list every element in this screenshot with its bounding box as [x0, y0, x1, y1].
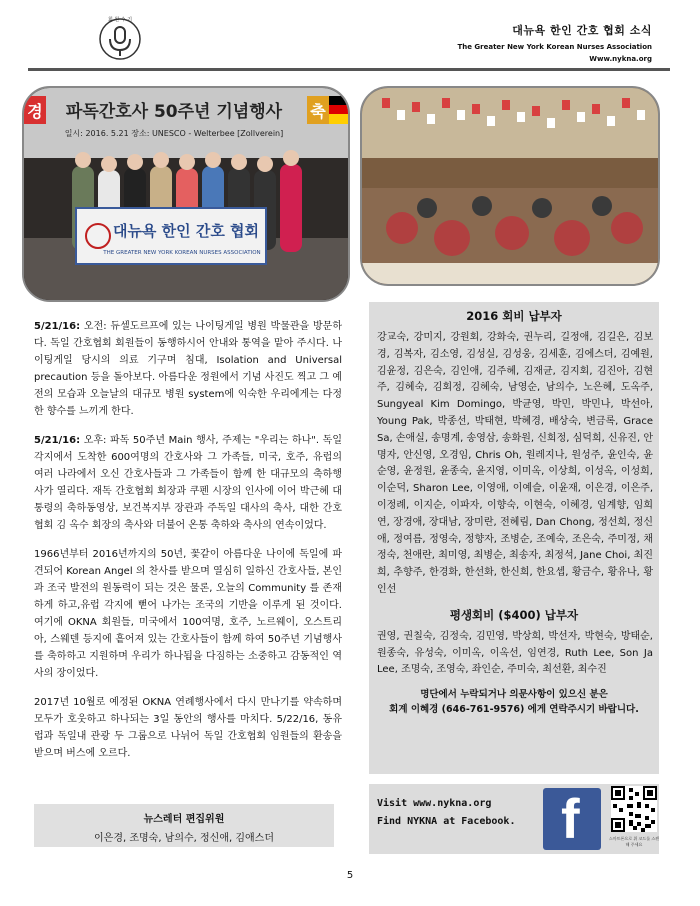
editors-names: 이은경, 조명숙, 남의수, 정신애, 김애스더	[94, 833, 274, 844]
qr-caption: 스마트폰으로 위 코드를 스캔해 주세요	[608, 836, 660, 847]
association-logo	[94, 12, 146, 64]
paragraph-afternoon	[34, 432, 342, 534]
paragraph-morning	[34, 318, 342, 420]
website-url[interactable]: Www.nykna.org	[589, 55, 652, 63]
editors-box	[34, 804, 334, 847]
facebook-link[interactable]: Find NYKNA at Facebook.	[377, 816, 516, 827]
paragraph-history: 1966년부터 2016년까지의 50년, 꽃같이 아름다운 나이에 독일에 파견되어 Korean Angel 의 찬사를 받으며 열심히 일하신 간호사들, 본인과 조국 발전의 원동력이 되는 것은 물론, 오늘의 Community 를 존재하게 하고,유럽 각지에 뻗어 나가는 조국의 기반을 이루게 된 것이다. 여기에 OKNA 회원들, 미국에서 100여명, 호주, 노르웨이, 오스트리아, 스웨덴 등지에 흩어져 있는 간호사들이 함께 하여 50주년 기념행사를 축하하고 지원하며 우리가 하나됨을 다짐하는 소중하고 감동적인 역사의 장이었다.	[34, 549, 342, 679]
event-report	[34, 318, 342, 774]
page-number: 5	[346, 870, 354, 881]
sign-subtitle: THE GREATER NEW YORK KOREAN NURSES ASSOCIATION	[103, 250, 261, 256]
date-label: 5/21/16:	[34, 321, 81, 332]
visit-website-link[interactable]: Visit www.nykna.org	[377, 798, 492, 809]
newsletter-title: 대뉴욕 한인 간호 협회 소식	[512, 24, 652, 37]
contact-note-2: 회계 이혜경 (646-761-9576) 에게 연락주시기 바랍니다.	[389, 704, 639, 716]
event-hall-photo	[360, 86, 660, 286]
dues-title: 2016 회비 납부자	[466, 309, 562, 323]
banner-subtitle: 일시: 2016. 5.21 장소: UNESCO - Welterbee [Zollverein]	[64, 129, 284, 138]
paragraph-closing: 2017년 10월로 예정된 OKNA 연례행사에서 다시 만나기를 약속하며 모두가 호웃하고 하나되는 3일 동안의 행사를 마치다. 5/22/16, 동유럽과 독일내 관광 두 그룹으로 나뉘어 독일 간호협회 임원들의 환송을 받으며 버스에 오르다.	[34, 697, 342, 759]
qr-code-icon	[611, 786, 657, 832]
dues-payers-box	[369, 302, 659, 774]
paragraph-text: 오전: 듀셀도르프에 있는 나이팅게일 병원 박물관을 방문하다. 독일 간호협회 회원들이 동행하시어 안내와 통역을 맡아 주시다. 나이팅게일 당시의 의료 기구며 침대, Isolation and Universal precaution 등을 돌아보다. 아름다운 정원에서 기념 사진도 찍고 그 예전의 모습과 오늘날의 대규모 병원 system에 익숙한 우리에게는 다정한 향수를 느끼게 한다.	[34, 321, 342, 417]
banner-title: 파독간호사 50주년 기념행사	[65, 102, 283, 122]
svg-text:회 원 수 기: 회 원 수 기	[107, 17, 133, 23]
lifetime-title: 평생회비 ($400) 납부자	[449, 607, 579, 622]
sign-title: 대뉴욕 한인 간호 협회	[112, 222, 260, 240]
lifetime-names: 권영, 권칠숙, 김정숙, 김민영, 박상희, 박선자, 박현숙, 방태순, 원종숙, 유성숙, 이미옥, 이옥선, 임연경, Ruth Lee, Son Ja Lee, 조명숙, 조영숙, 좌인순, 주미숙, 최선환, 최수진	[377, 630, 653, 676]
organization-name: The Greater New York Korean Nurses Association	[457, 43, 652, 51]
contact-note-1: 명단에서 누락되거나 의문사항이 있으신 분은	[420, 689, 608, 701]
banner-right-char: 축	[310, 102, 326, 121]
facebook-icon[interactable]	[543, 788, 601, 850]
paragraph-text: 오후: 파독 50주년 Main 행사, 주제는 "우리는 하나". 독일 각지에서 도착한 600여명의 간호사와 그 가족들, 미국, 호주, 유럽의 여러 나라에서 오신 간호사들과 그 가족들이 함께 한 대규모의 축하행사가 열리다. 재독 간호협회 회장과 쿠펜 시장의 인사에 이어 박근혜 대통령의 축하동영상, 보건복지부 장관과 주독일 대사의 축사, 대한 간호협회 김 옥수 회장의 축사와 더불어 온통 축하와 축사의 연속이었다.	[34, 435, 342, 531]
facebook-letter: f	[561, 787, 580, 850]
dues-names: 강교숙, 강미지, 강원회, 강화숙, 권누리, 길정애, 김길은, 김보경, 김복자, 김소영, 김성실, 김성웅, 김세훈, 김에스더, 김예원, 김윤정, 김은숙, 김인애, 김주혜, 김재균, 김지회, 김진아, 김현주, 김혜숙, 김회정, 김혜숙, 남영순, 남의수, 노은혜, 도옥주, Sungyeal Kim Domingo, 박균영, 박민, 박민나, 박선아, Young Pak, 박종선, 박태현, 박혜경, 배상숙, 변금록, Grace Sa, 손애실, 송명계, 송영삼, 송화원, 신희정, 심덕희, 신유진, 안명자, 안신영, 오경임, Chris Oh, 원레지나, 원성주, 윤인숙, 윤순영, 윤정원, 윤종숙, 윤지영, 이미옥, 이상희, 이성옥, 이성희, 이순덕, Sharon Lee, 이영애, 이예슬, 이윤재, 이은경, 이은주, 이정례, 이지순, 이파자, 이향숙, 이현숙, 이혜경, 임계향, 임희연, 장경애, 장대남, 장미란, 전혜림, Dan Chong, 정선희, 정신애, 정여름, 정영숙, 정향자, 조병순, 조예숙, 조은숙, 주미정, 채정숙, 천애란, 최미영, 최병순, 최송자, 최정석, Jane Choi, 최진희, 추향주, 한경화, 한선화, 한신희, 한요셉, 황금수, 황유나, 황인선	[377, 332, 653, 595]
group-photo	[22, 86, 350, 302]
editors-title: 뉴스레터 편집위원	[143, 814, 225, 825]
banner-left-char: 경	[27, 102, 43, 121]
header-divider	[28, 68, 670, 71]
date-label: 5/21/16:	[34, 435, 81, 446]
